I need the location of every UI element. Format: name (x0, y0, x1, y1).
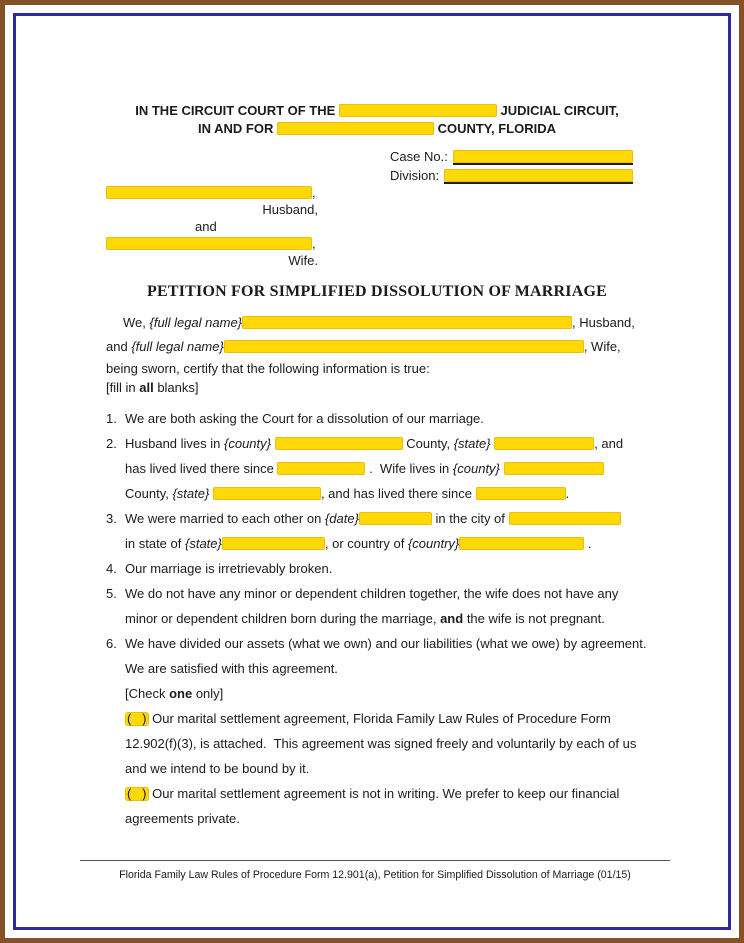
text-segment: minor or dependent children born during the marriage, (125, 611, 441, 626)
text-line (106, 378, 648, 397)
text-line (106, 431, 648, 456)
text-segment: We were married to each other on (125, 511, 325, 526)
text-segment: County, (125, 486, 173, 501)
text-segment: Our marriage is irretrievably broken. (125, 561, 333, 576)
text-line (106, 481, 648, 506)
text-segment: Our marital settlement agreement, Florida Family Law Rules of Procedure Form (148, 711, 611, 726)
text-segment: We are both asking the Court for a dissolution of our marriage. (125, 411, 484, 426)
field-hint-text: {state} (184, 536, 222, 551)
highlighted-blank-field[interactable] (277, 462, 365, 475)
husband-name-line (106, 184, 648, 201)
text-line (106, 359, 648, 378)
list-item-number: 2. (106, 436, 117, 451)
field-hint-text: {full legal name} (131, 339, 224, 354)
text-segment: [Check (125, 686, 170, 701)
list-item-number: 1. (106, 411, 117, 426)
text-segment: , and has lived there since (320, 486, 476, 501)
text-line (106, 581, 648, 606)
text-segment: and (106, 339, 132, 354)
text-segment: blanks] (153, 380, 199, 395)
text-segment: agreements private. (125, 811, 240, 826)
text-segment: . Wife lives in (365, 461, 453, 476)
division-row (390, 165, 633, 184)
case-number-row (390, 146, 633, 165)
text-segment: 12.902(f)(3), is attached. This agreement was signed freely and voluntarily by each of us (125, 736, 637, 751)
wife-label: Wife. (288, 253, 318, 268)
text-line (106, 606, 648, 631)
text-segment: IN AND FOR (197, 121, 277, 136)
text-segment: one (169, 686, 193, 701)
text-segment: the wife is not pregnant. (463, 611, 605, 626)
text-segment: , Husband, (572, 315, 635, 330)
text-segment: IN THE CIRCUIT COURT OF THE (135, 103, 339, 118)
form-title: PETITION FOR SIMPLIFIED DISSOLUTION OF MARRIAGE (147, 283, 607, 300)
checkbox-field[interactable]: ( ) (127, 786, 147, 801)
text-segment: County, (402, 436, 454, 451)
page-border (13, 13, 731, 930)
text-line (106, 681, 648, 706)
text-segment: , Wife, (583, 339, 621, 354)
form-footer (80, 860, 670, 881)
text-line (106, 556, 648, 581)
list-item-number: 5. (106, 586, 117, 601)
highlighted-blank-field[interactable] (453, 150, 633, 163)
case-block (390, 146, 633, 184)
court-header (106, 102, 648, 138)
field-hint-text: {state} (453, 436, 491, 451)
intro-paragraph (106, 311, 648, 397)
text-segment: and we intend to be bound by it. (125, 761, 310, 776)
text-segment: , (312, 185, 316, 200)
text-segment: in the city of (431, 511, 509, 526)
highlighted-blank-field[interactable] (275, 437, 403, 450)
case-number-field[interactable] (453, 150, 633, 165)
text-line (106, 656, 648, 681)
text-segment: only] (192, 686, 224, 701)
text-line (106, 631, 648, 656)
list-item-number: 3. (106, 511, 117, 526)
text-line (106, 311, 648, 335)
field-hint-text: {state} (172, 486, 210, 501)
division-field[interactable] (444, 169, 633, 184)
text-line (106, 506, 648, 531)
checkbox-field[interactable]: ( ) (127, 711, 147, 726)
text-segment (500, 461, 504, 476)
list-item-number: 6. (106, 636, 117, 651)
text-segment: Husband lives in (125, 436, 224, 451)
highlighted-blank-field[interactable] (106, 237, 312, 250)
text-segment: We, (123, 315, 150, 330)
text-segment: in state of (125, 536, 185, 551)
court-header-line1 (106, 102, 648, 120)
text-segment: and (440, 611, 464, 626)
text-segment: COUNTY, FLORIDA (433, 121, 557, 136)
highlighted-blank-field[interactable] (459, 537, 584, 550)
text-segment: We are satisfied with this agreement. (125, 661, 338, 676)
text-line (106, 756, 648, 781)
field-hint-text: {country} (407, 536, 460, 551)
footer-text: Florida Family Law Rules of Procedure Form 12.901(a), Petition for Simplified Dissolution of Marriage (01/15) (119, 869, 631, 881)
field-hint-text: {full legal name} (149, 315, 243, 330)
highlighted-blank-field[interactable] (504, 462, 604, 475)
text-segment: We do not have any minor or dependent children together, the wife does not have any (125, 586, 619, 601)
text-segment: . (584, 536, 592, 551)
text-line (106, 406, 648, 431)
text-line (106, 731, 648, 756)
text-segment: Our marital settlement agreement is not in writing. We prefer to keep our financial (148, 786, 620, 801)
highlighted-blank-field[interactable] (213, 487, 321, 500)
text-segment: being sworn, certify that the following information is true: (106, 361, 430, 376)
highlighted-blank-field[interactable] (222, 537, 325, 550)
highlighted-blank-field[interactable] (359, 512, 432, 525)
text-line (106, 706, 648, 731)
highlighted-blank-field[interactable] (444, 169, 633, 182)
field-hint-text: {county} (224, 436, 271, 451)
text-segment: has lived lived there since (125, 461, 278, 476)
highlighted-blank-field[interactable] (242, 316, 572, 329)
highlighted-blank-field[interactable] (277, 122, 434, 135)
highlighted-blank-field[interactable] (476, 487, 566, 500)
highlighted-blank-field[interactable] (509, 512, 621, 525)
text-segment: , (312, 236, 316, 251)
text-line (106, 456, 648, 481)
party-caption (106, 184, 648, 269)
text-segment: We have divided our assets (what we own) and our liabilities (what we owe) by agreement. (125, 636, 647, 651)
form-page (16, 16, 728, 927)
highlighted-blank-field[interactable] (224, 340, 584, 353)
text-line (106, 781, 648, 806)
husband-label: Husband, (262, 202, 318, 217)
text-segment: , or country of (324, 536, 408, 551)
field-hint-text: {date} (324, 511, 359, 526)
and-label: and (195, 219, 217, 234)
body-lines (106, 406, 648, 831)
text-line (106, 806, 648, 831)
text-segment: [fill in (106, 380, 140, 395)
text-segment: all (139, 380, 154, 395)
text-segment: JUDICIAL CIRCUIT, (496, 103, 619, 118)
list-item-number: 4. (106, 561, 117, 576)
field-hint-text: {county} (452, 461, 500, 476)
highlighted-blank-field[interactable] (339, 104, 497, 117)
text-segment: , and (594, 436, 624, 451)
wife-name-line (106, 235, 648, 252)
highlighted-blank-field[interactable] (494, 437, 594, 450)
court-header-line2 (106, 120, 648, 138)
text-line (106, 335, 648, 359)
text-segment: . (565, 486, 570, 501)
text-line (106, 531, 648, 556)
highlighted-blank-field[interactable] (106, 186, 312, 199)
division-label: Division: (390, 168, 440, 183)
case-number-label: Case No.: (390, 149, 448, 164)
